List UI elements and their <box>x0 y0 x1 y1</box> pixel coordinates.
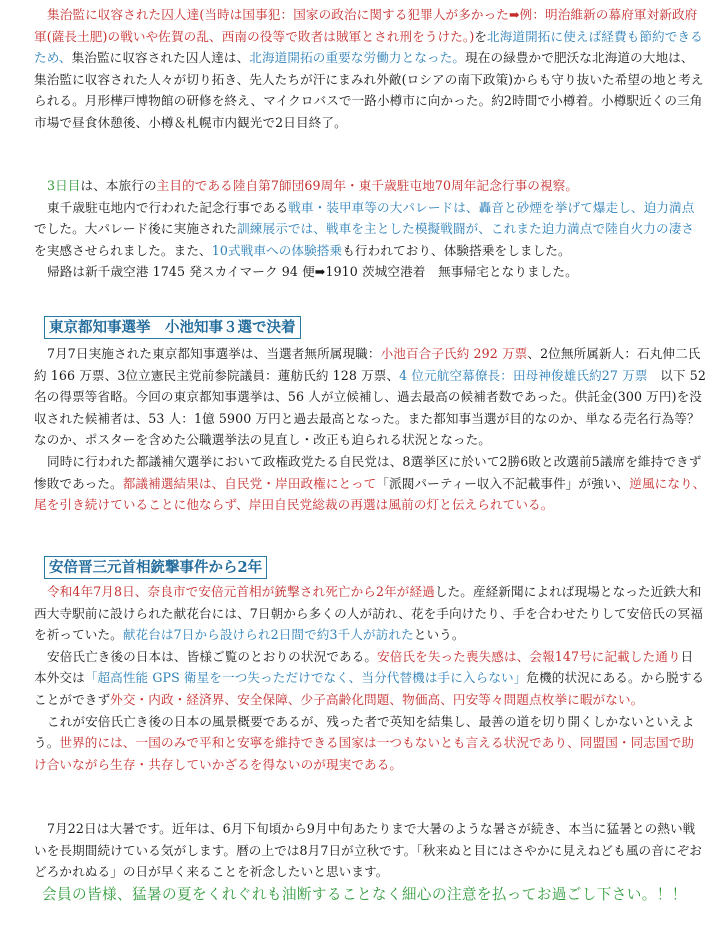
paragraph-abe-memorial: 令和4年7月8日、奈良市で安倍元首相が銃撃され死亡から2年が経過した。産経新聞によれば現場となった近鉄大和西大寺駅前に設けられた献花台には、7日朝から多くの人が訪れ、花を手向けたり、手を合わせたりして安倍氏の冥福を祈っていた。献花台は7日から設けられ2日間で約3千人が訪れたという。 <box>34 584 703 643</box>
paragraph-shujikan: 集治監に収容された囚人達(当時は国事犯：国家の政治に関する犯罪人が多かった➡例：明治維新の幕府軍対新政府軍(薩長土肥)の戦いや佐賀の乱、西南の役等で敗者は賊軍とされ刑をうけた。)を北海道開拓に使えば経費も節約できるため、集治監に収容された囚人達は、北海道開拓の重要な労働力となった。現在の緑豊かで肥沃な北海道の大地は、集治監に収容された人々が切り拓き、先人たちが汗にまみれ外敵(ロシアの南下政策)からも守り抜いた希望の地と考えられる。月形樺戸博物館の研修を終え、マイクロバスで一路小樽市に向かった。約2時間で小樽着。小樽駅近くの三角市場で昼食休憩後、小樽＆札幌市内観光で2日目終了。 <box>34 7 704 130</box>
section-shujikan <box>34 4 706 134</box>
section-taisho <box>34 818 706 883</box>
paragraph-abe-aftermath: 安倍氏亡き後の日本は、皆様ご覧のとおりの状況である。安倍氏を失った喪失感は、会報147号に記載した通り日本外交は「超高性能 GPS 衛星を一つ失っただけでなく、当分代替機は手に入らない」危機的状況にある。から脱することができず外交・内政・経済界、安全保障、少子高齢化問題、物価高、円安等々問題点枚挙に暇がない。 <box>34 648 705 707</box>
paragraph-day3-purpose: 3日目は、本旅行の主目的である陸自第7師団69周年・東千歳駐屯地70周年記念行事の視察。 <box>47 178 579 193</box>
section-tokyo-election <box>34 343 706 516</box>
section-abe <box>34 581 706 775</box>
heading-tokyo-election: 東京都知事選挙 小池知事３選で決着 <box>44 316 301 339</box>
paragraph-by-election: 同時に行われた都議補欠選挙において政権政党たる自民党は、8選挙区に於いて2勝6敗と改選前5議席を維持できず惨敗であった。都議補選結果は、自民党・岸田政権にとって「派閥パーティー収入不記載事件」が強い、逆風になり、尾を引き続けていることに他ならず、岸田自民党総裁の再選は風前の灯と伝えられている。 <box>34 453 706 513</box>
section-day3 <box>34 175 706 283</box>
paragraph-day3-return: 帰路は新千歳空港 1745 発スカイマーク 94 便➡1910 茨城空港着 無事帰宅となりました。 <box>47 264 578 280</box>
paragraph-taisho: 7月22日は大暑です。近年は、6月下旬頃から9月中旬あたりまで大暑のような暑さが続き、本当に猛暑との熱い戦いを長期間続けている気がします。暦の上では8月7日が立秋です。「秋来ぬと目にはさやかに見えねども風の音にぞおどろかれぬる」の日が早く来ることを祈念したいと思います。 <box>34 821 702 880</box>
closing-message: 会員の皆様、猛暑の夏をくれぐれも油断することなく細心の注意を払ってお過ごし下さい。！！ <box>42 886 687 903</box>
heading-abe-anniversary: 安倍晋三元首相銃撃事件から2年 <box>44 556 267 579</box>
paragraph-day3-parade: 東千歳駐屯地内で行われた記念行事である戦車・装甲車等の大パレードは、轟音と砂煙を挙げて爆走し、迫力満点でした。大パレード後に実施された訓練展示では、戦車を主とした模擬戦闘が、これまた迫力満点で陸自火力の凄さを実感させられました。また、10式戦車への体験搭乗も行われており、体験搭乗をしました。 <box>34 199 695 258</box>
paragraph-abe-conclusion: これが安倍氏亡き後の日本の風景概要であるが、残った者で英知を結集し、最善の道を切り開くしかないといえよう。世界的には、一国のみで平和と安寧を維持できる国家は一つもないとも言える状況であり、同盟国・同志国で助け合いながら生存・共存していかざるを得ないのが現実である。 <box>34 713 695 772</box>
paragraph-election-results: 7月7日実施された東京都知事選挙は、当選者無所属現職：小池百合子氏約 292 万票、2位無所属新人：石丸伸二氏約 166 万票、3位立憲民主党前参院議員：蓮舫氏約 128 万票、4 位元航空幕僚長：田母神俊雄氏約27 万票 以下 52 名の得票等省略。今回の東京都知事選挙は、56 人が立候補し、過去最高の候補者数であった。供託金(300 万円)を没収された候補者は、53 人：1億 5900 万円と過去最高となった。また都知事当選が目的なのか、単なる売名行為等？なのか、ポスターを含めた公職選挙法の見直し・改正も迫られる状況となった。 <box>34 346 706 448</box>
